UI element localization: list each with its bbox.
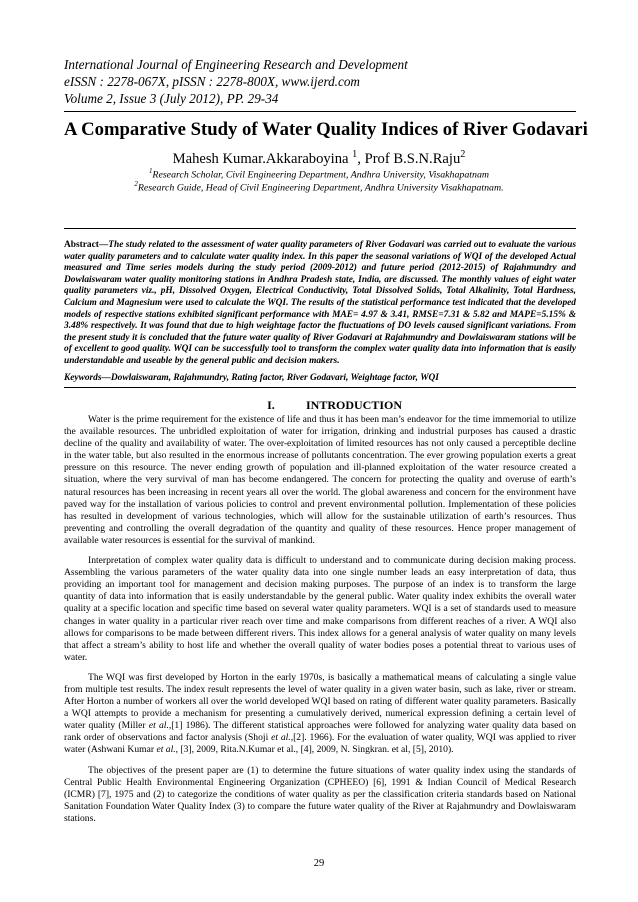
authors-line <box>0 146 638 168</box>
paragraph-2: Interpretation of complex water quality data is difficult to understand and to communicate during decision making process. Assembling the various parameters of the water quality data into one single number leads an easy interpretation of data, thus providing an important tool for management and decision making purposes. The purpose of an index is to transform the large quantity of data into information that is easily understandable by the general public. Water quality index exhibits the overall water quality at a specific location and specific time based on several water quality parameters. WQI is a set of standards used to measure changes in water quality in a particular river reach over time and make comparisons from different reaches of a river. A WQI also allows for comparisons to be made between different rivers. This index allows for a general analysis of water quality on many levels that affect a stream’s ability to host life and whether the overall quality of water bodies poses a potential threat to various uses of water. <box>64 555 576 663</box>
journal-volume: Volume 2, Issue 3 (July 2012), PP. 29-34 <box>64 91 279 106</box>
keywords-label: Keywords— <box>64 373 111 383</box>
abstract <box>64 240 576 368</box>
keywords <box>64 372 576 384</box>
journal-name: International Journal of Engineering Research and Development <box>64 57 408 72</box>
body-text <box>64 414 576 833</box>
author-2: , Prof B.S.N.Raju <box>357 150 461 167</box>
journal-header <box>64 56 584 107</box>
affiliation-2 <box>0 179 638 194</box>
author-1: Mahesh Kumar.Akkaraboyina <box>172 150 349 167</box>
section-title: INTRODUCTION <box>305 398 402 412</box>
etal-italic: et al. <box>148 720 169 732</box>
abstract-label: Abstract— <box>64 240 109 250</box>
affiliation-2-text: Research Guide, Head of Civil Engineering Department, Andhra University Visakhapatnam. <box>137 182 504 194</box>
journal-issn: eISSN : 2278-067X, pISSN : 2278-800X, www.ijerd.com <box>64 74 360 89</box>
paragraph-3-part: The WQI was first developed by Horton in the early 1970s, is basically a mathematical means of calculating a single value from multiple test results. The index result represents the level of water quality in a given water basin, such as lake, river or stream. After Horton a number of workers all over the world developed WQI based on rating of different water quality parameters. Basically a WQI attempts to provide a mechanism for presenting a cumulatively derived, numerical expression defining a certain level of water quality (Miller <box>64 671 576 732</box>
header-rule <box>64 111 576 112</box>
page-number: 29 <box>313 858 325 869</box>
section-number: I. <box>267 398 275 412</box>
paragraph-3-part: ,[2]. 1966). For the evaluation of water quality, WQI was applied to river water (Ashwani Kumar <box>64 732 576 756</box>
abstract-rule <box>64 228 576 229</box>
etal-italic: et al. <box>156 744 176 756</box>
keywords-rule <box>64 387 576 388</box>
author-1-mark: 1 <box>352 149 358 160</box>
paper-title: A Comparative Study of Water Quality Indices of River Godavari <box>64 119 588 140</box>
paragraph-3 <box>64 672 576 757</box>
affiliation-2-mark: 2 <box>134 181 138 188</box>
etal-italic: et al. <box>271 732 291 744</box>
author-2-mark: 2 <box>460 149 466 160</box>
affiliation-1-text: Research Scholar, Civil Engineering Department, Andhra University, Visakhapatnam <box>152 169 490 181</box>
paragraph-3-part: , [3], 2009, Rita.N.Kumar et al., [4], 2009, N. Singkran. et al, [5], 2010). <box>175 744 454 756</box>
paragraph-3-part: ,[1] 1986). The different statistical approaches were followed for analyzing water quality data based on rank order of observations and factor analysis (Shoji <box>64 720 576 744</box>
abstract-text: The study related to the assessment of water quality parameters of River Godavari was carried out to evaluate the various water quality parameters and to calculate water quality index. In this paper the seasonal variations of WQI of the developed Actual measured and Time series models during the study period (2009-2012) and future period (2012-2015) of Rajahmundry and Dowlaiswaram water quality monitoring stations in Andhra Pradesh state, India, are discussed. The monthly values of eight water quality parameters viz., pH, Dissolved Oxygen, Electrical Conductivity, Total Dissolved Solids, Total Alkalinity, Total Hardness, Calcium and Magnesium were used to calculate the WQI. The results of the statistical performance test indicated that the developed models of respective stations exhibited significant performance with MAE= 4.97 & 3.41, RMSE=7.31 & 5.82 and MAPE=5.15% & 3.48% respectively. It was found that due to high weightage factor the fluctuations of DO levels caused significant variations. From the present study it is concluded that the future water quality of River Godavari at Rajahmundry and Dowlaiswaram stations will be of excellent to good quality. WQI can be successfully tool to transform the complex water quality data into information that is easily understandable and useable by the general public and decision makers. <box>64 240 576 366</box>
section-heading <box>0 398 638 412</box>
paragraph-1: Water is the prime requirement for the existence of life and thus it has been man’s endeavor for the time immemorial to utilize the available resources. The unbridled exploitation of water for irrigation, drinking and industrial purposes has caused a drastic decline of the quality and availability of water. The over-exploitation of limited resources has not only caused a perceptible decline in the water table, but also resulted in the enormous increase of pollutants concentration. The ever growing population exerts a great pressure on this resource. The never ending growth of population and ill-planned exploitation of the water resource created a situation, where the very survival of man has become endangered. The concern for protecting the quality and overuse of earth’s natural resources has been increasing in recent years all over the world. The global awareness and concern for the environment have paved way for the installation of various policies to control and prevent environmental pollution. Implementation of these policies has resulted in development of various technologies, which will allow for the sustainable utilization of earth’s resources. Thus preventing and controlling the overall degradation of the quantity and quality of these resources. Hence proper management of available water resources is essential for the survival of mankind. <box>64 414 576 546</box>
keywords-text: Dowlaiswaram, Rajahmundry, Rating factor, River Godavari, Weightage factor, WQI <box>110 373 439 383</box>
affiliation-1-mark: 1 <box>148 168 153 175</box>
paragraph-4: The objectives of the present paper are (1) to determine the future situations of water quality index using the standards of Central Public Health Environmental Engineering Organization (CPHEEO) [6], 1991 & Indian Council of Medical Research (ICMR) [7], 1975 and (2) to categorize the conditions of water quality as per the classification criteria standards based on National Sanitation Foundation Water Quality Index (3) to compare the future water quality of the River at Rajahmundry and Dowlaiswaram stations. <box>64 764 576 824</box>
